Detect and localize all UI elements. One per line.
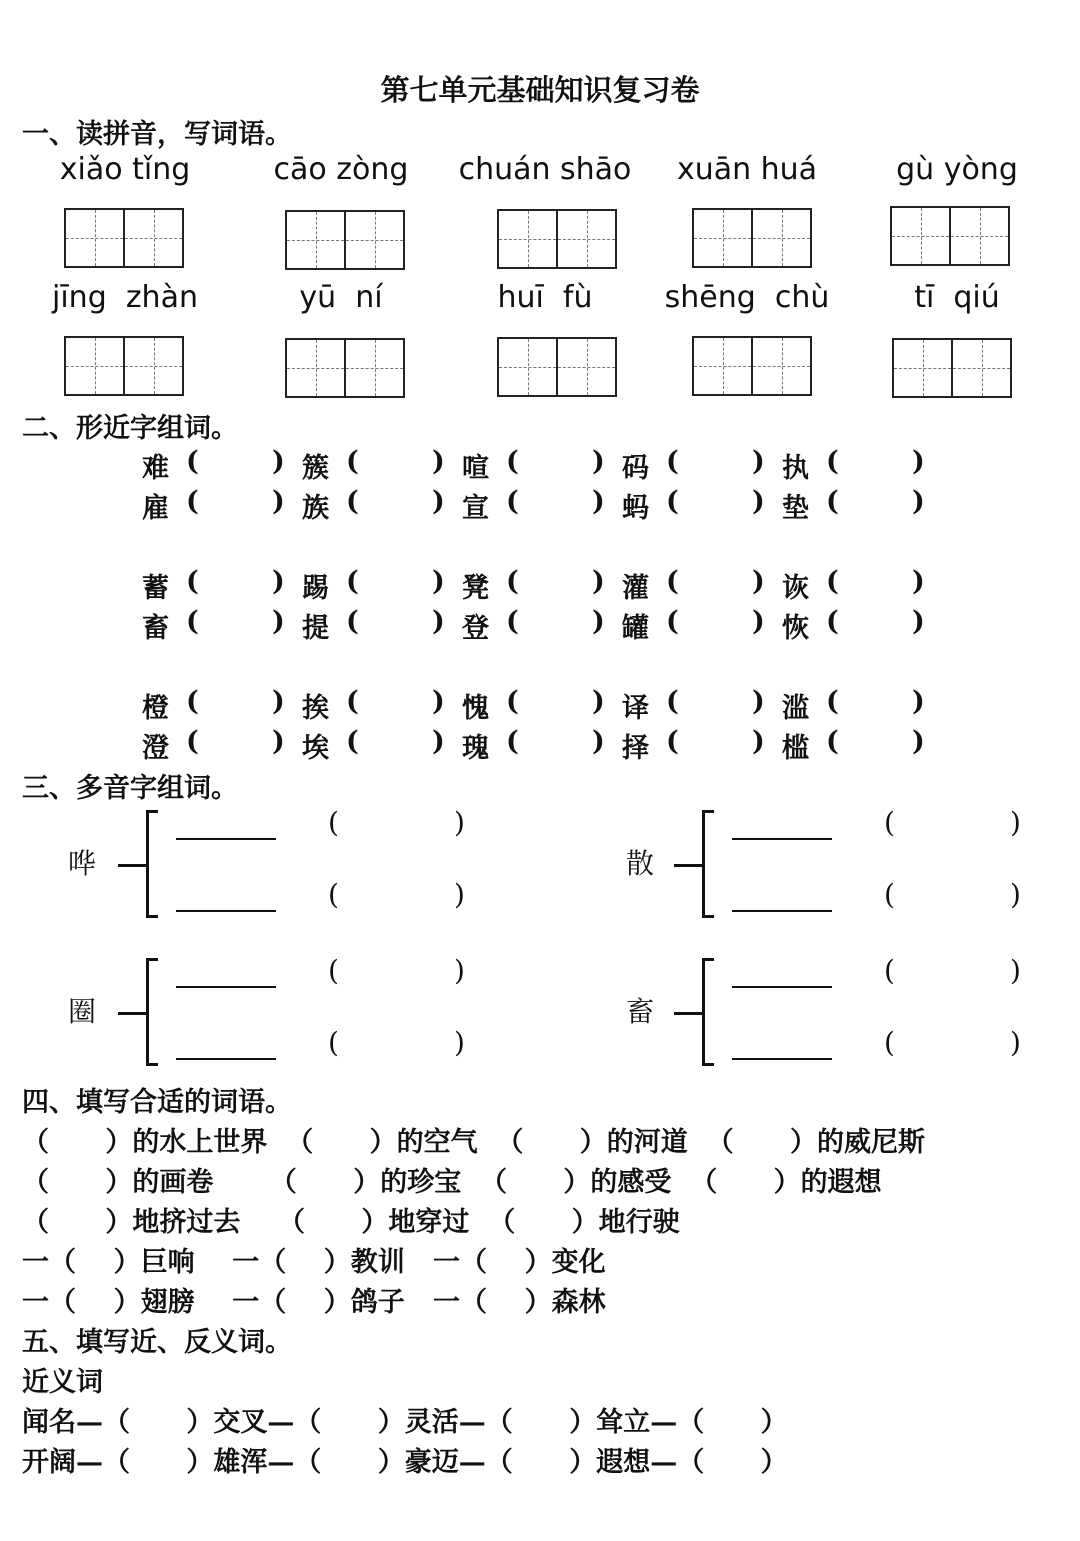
similar-char: 执	[782, 453, 809, 484]
paren-close[interactable]: )	[592, 446, 605, 477]
brace-stem	[118, 864, 146, 867]
fill-row[interactable]: 一（ ）巨响 一（ ）教训 一（ ）变化	[22, 1247, 606, 1278]
paren-close[interactable]: )	[432, 606, 445, 637]
paren-open: (	[884, 806, 895, 839]
answer-blank[interactable]	[176, 1058, 276, 1060]
paren-close[interactable]: )	[592, 726, 605, 757]
paren-close[interactable]: )	[752, 606, 765, 637]
brace-stem	[674, 864, 702, 867]
brace-stem	[118, 1012, 146, 1015]
similar-char: 瑰	[462, 733, 489, 764]
paren-close[interactable]: )	[1010, 878, 1021, 911]
similar-char: 族	[302, 493, 329, 524]
paren-open: (	[666, 726, 679, 757]
paren-close[interactable]: )	[432, 726, 445, 757]
paren-open: (	[826, 566, 839, 597]
paren-open: (	[186, 566, 199, 597]
paren-open: (	[186, 446, 199, 477]
paren-open: (	[186, 686, 199, 717]
paren-open: (	[826, 686, 839, 717]
writing-grid[interactable]	[692, 208, 812, 268]
paren-close[interactable]: )	[432, 566, 445, 597]
paren-close[interactable]: )	[454, 1026, 465, 1059]
similar-char: 灌	[622, 573, 649, 604]
brace	[146, 810, 158, 918]
writing-grid[interactable]	[64, 208, 184, 268]
brace	[702, 810, 714, 918]
writing-grid[interactable]	[285, 338, 405, 398]
answer-blank[interactable]	[732, 1058, 832, 1060]
paren-open: (	[666, 606, 679, 637]
synonym-label: 近义词	[22, 1367, 103, 1398]
paren-close[interactable]: )	[272, 686, 285, 717]
paren-open: (	[506, 686, 519, 717]
similar-char: 愧	[462, 693, 489, 724]
answer-blank[interactable]	[176, 986, 276, 988]
paren-close[interactable]: )	[592, 686, 605, 717]
writing-grid[interactable]	[64, 336, 184, 396]
similar-char: 橙	[142, 693, 169, 724]
paren-open: (	[186, 606, 199, 637]
similar-char: 择	[622, 733, 649, 764]
paren-close[interactable]: )	[752, 686, 765, 717]
paren-close[interactable]: )	[272, 726, 285, 757]
paren-close[interactable]: )	[752, 486, 765, 517]
synonym-row[interactable]: 开阔—（ ）雄浑—（ ）豪迈—（ ）遐想—（ ）	[22, 1447, 788, 1478]
paren-open: (	[666, 566, 679, 597]
similar-char: 槛	[782, 733, 809, 764]
paren-close[interactable]: )	[912, 726, 925, 757]
paren-open: (	[506, 606, 519, 637]
polyphonic-char: 哗	[68, 847, 97, 880]
paren-open: (	[506, 486, 519, 517]
paren-open: (	[328, 954, 339, 987]
similar-char: 挨	[302, 693, 329, 724]
pinyin-2-4: shēng chù	[664, 280, 830, 315]
paren-open: (	[346, 726, 359, 757]
brace	[702, 958, 714, 1066]
section-1-heading: 一、读拼音，写词语。	[22, 119, 292, 150]
paren-open: (	[328, 878, 339, 911]
synonym-row[interactable]: 闻名—（ ）交叉—（ ）灵活—（ ）耸立—（ ）	[22, 1407, 788, 1438]
brace-stem	[674, 1012, 702, 1015]
paren-close[interactable]: )	[912, 606, 925, 637]
paren-open: (	[346, 686, 359, 717]
similar-char: 诙	[782, 573, 809, 604]
pinyin-1-3: chuán shāo	[458, 152, 632, 187]
similar-char: 埃	[302, 733, 329, 764]
paren-open: (	[328, 1026, 339, 1059]
section-5-heading: 五、填写近、反义词。	[22, 1327, 292, 1358]
paren-close[interactable]: )	[912, 446, 925, 477]
paren-close[interactable]: )	[912, 566, 925, 597]
fill-row[interactable]: （ ）的画卷 （ ）的珍宝 （ ）的感受 （ ）的遐想	[22, 1167, 882, 1198]
similar-char: 蚂	[622, 493, 649, 524]
paren-close[interactable]: )	[752, 446, 765, 477]
paren-close[interactable]: )	[592, 606, 605, 637]
paren-open: (	[826, 486, 839, 517]
paren-open: (	[186, 486, 199, 517]
pinyin-1-1: xiǎo tǐng	[59, 152, 191, 187]
polyphonic-char: 散	[626, 847, 655, 880]
similar-char: 澄	[142, 733, 169, 764]
paren-open: (	[346, 566, 359, 597]
writing-grid[interactable]	[497, 209, 617, 269]
similar-char: 雇	[142, 493, 169, 524]
paren-open: (	[666, 486, 679, 517]
paren-close[interactable]: )	[272, 446, 285, 477]
paren-close[interactable]: )	[454, 806, 465, 839]
paren-close[interactable]: )	[592, 566, 605, 597]
similar-char: 凳	[462, 573, 489, 604]
similar-char: 登	[462, 613, 489, 644]
paren-close[interactable]: )	[752, 726, 765, 757]
writing-grid[interactable]	[692, 336, 812, 396]
similar-char: 喧	[462, 453, 489, 484]
polyphonic-char: 圈	[68, 995, 97, 1028]
section-4-heading: 四、填写合适的词语。	[22, 1087, 292, 1118]
paren-open: (	[506, 446, 519, 477]
writing-grid[interactable]	[497, 337, 617, 397]
paren-close[interactable]: )	[272, 606, 285, 637]
similar-char: 难	[142, 453, 169, 484]
pinyin-2-2: yū ní	[299, 280, 383, 315]
pinyin-2-3: huī fù	[497, 280, 593, 315]
paren-close[interactable]: )	[432, 486, 445, 517]
paren-close[interactable]: )	[912, 686, 925, 717]
writing-grid[interactable]	[285, 210, 405, 270]
similar-char: 提	[302, 613, 329, 644]
paren-close[interactable]: )	[432, 686, 445, 717]
paren-close[interactable]: )	[454, 954, 465, 987]
paren-open: (	[346, 606, 359, 637]
answer-blank[interactable]	[732, 910, 832, 912]
paren-open: (	[666, 686, 679, 717]
paren-open: (	[826, 726, 839, 757]
similar-char: 滥	[782, 693, 809, 724]
brace	[146, 958, 158, 1066]
paren-open: (	[328, 806, 339, 839]
paren-open: (	[506, 726, 519, 757]
writing-grid[interactable]	[892, 338, 1012, 398]
similar-char: 恢	[782, 613, 809, 644]
answer-blank[interactable]	[176, 910, 276, 912]
paren-close[interactable]: )	[592, 486, 605, 517]
paren-close[interactable]: )	[1010, 1026, 1021, 1059]
paren-open: (	[186, 726, 199, 757]
paren-open: (	[826, 606, 839, 637]
similar-char: 蓄	[142, 573, 169, 604]
fill-row[interactable]: （ ）的水上世界 （ ）的空气 （ ）的河道 （ ）的威尼斯	[22, 1127, 925, 1158]
pinyin-2-5: tī qiú	[914, 280, 1000, 315]
pinyin-1-5: gù yòng	[896, 152, 1018, 187]
paren-open: (	[884, 1026, 895, 1059]
paren-open: (	[884, 954, 895, 987]
answer-blank[interactable]	[732, 838, 832, 840]
writing-grid[interactable]	[890, 206, 1010, 266]
similar-char: 宣	[462, 493, 489, 524]
pinyin-1-4: xuān huá	[676, 152, 818, 187]
paren-open: (	[884, 878, 895, 911]
section-2-heading: 二、形近字组词。	[22, 413, 238, 444]
answer-blank[interactable]	[176, 838, 276, 840]
fill-row[interactable]: （ ）地挤过去 （ ）地穿过 （ ）地行驶	[22, 1207, 680, 1238]
paren-close[interactable]: )	[1010, 954, 1021, 987]
similar-char: 译	[622, 693, 649, 724]
answer-blank[interactable]	[732, 986, 832, 988]
similar-char: 罐	[622, 613, 649, 644]
similar-char: 簇	[302, 453, 329, 484]
similar-char: 畜	[142, 613, 169, 644]
paren-close[interactable]: )	[272, 486, 285, 517]
paren-close[interactable]: )	[432, 446, 445, 477]
paren-close[interactable]: )	[1010, 806, 1021, 839]
paren-open: (	[666, 446, 679, 477]
section-3-heading: 三、多音字组词。	[22, 773, 238, 804]
similar-char: 垫	[782, 493, 809, 524]
paren-close[interactable]: )	[272, 566, 285, 597]
fill-row[interactable]: 一（ ）翅膀 一（ ）鸽子 一（ ）森林	[22, 1287, 606, 1318]
pinyin-1-2: cāo zòng	[273, 152, 409, 187]
pinyin-2-1: jīng zhàn	[52, 280, 198, 315]
paren-close[interactable]: )	[454, 878, 465, 911]
similar-char: 踢	[302, 573, 329, 604]
polyphonic-char: 畜	[626, 995, 655, 1028]
page-title: 第七单元基础知识复习卷	[380, 73, 700, 107]
paren-close[interactable]: )	[752, 566, 765, 597]
paren-open: (	[826, 446, 839, 477]
paren-open: (	[346, 446, 359, 477]
paren-open: (	[506, 566, 519, 597]
paren-open: (	[346, 486, 359, 517]
similar-char: 码	[622, 453, 649, 484]
paren-close[interactable]: )	[912, 486, 925, 517]
